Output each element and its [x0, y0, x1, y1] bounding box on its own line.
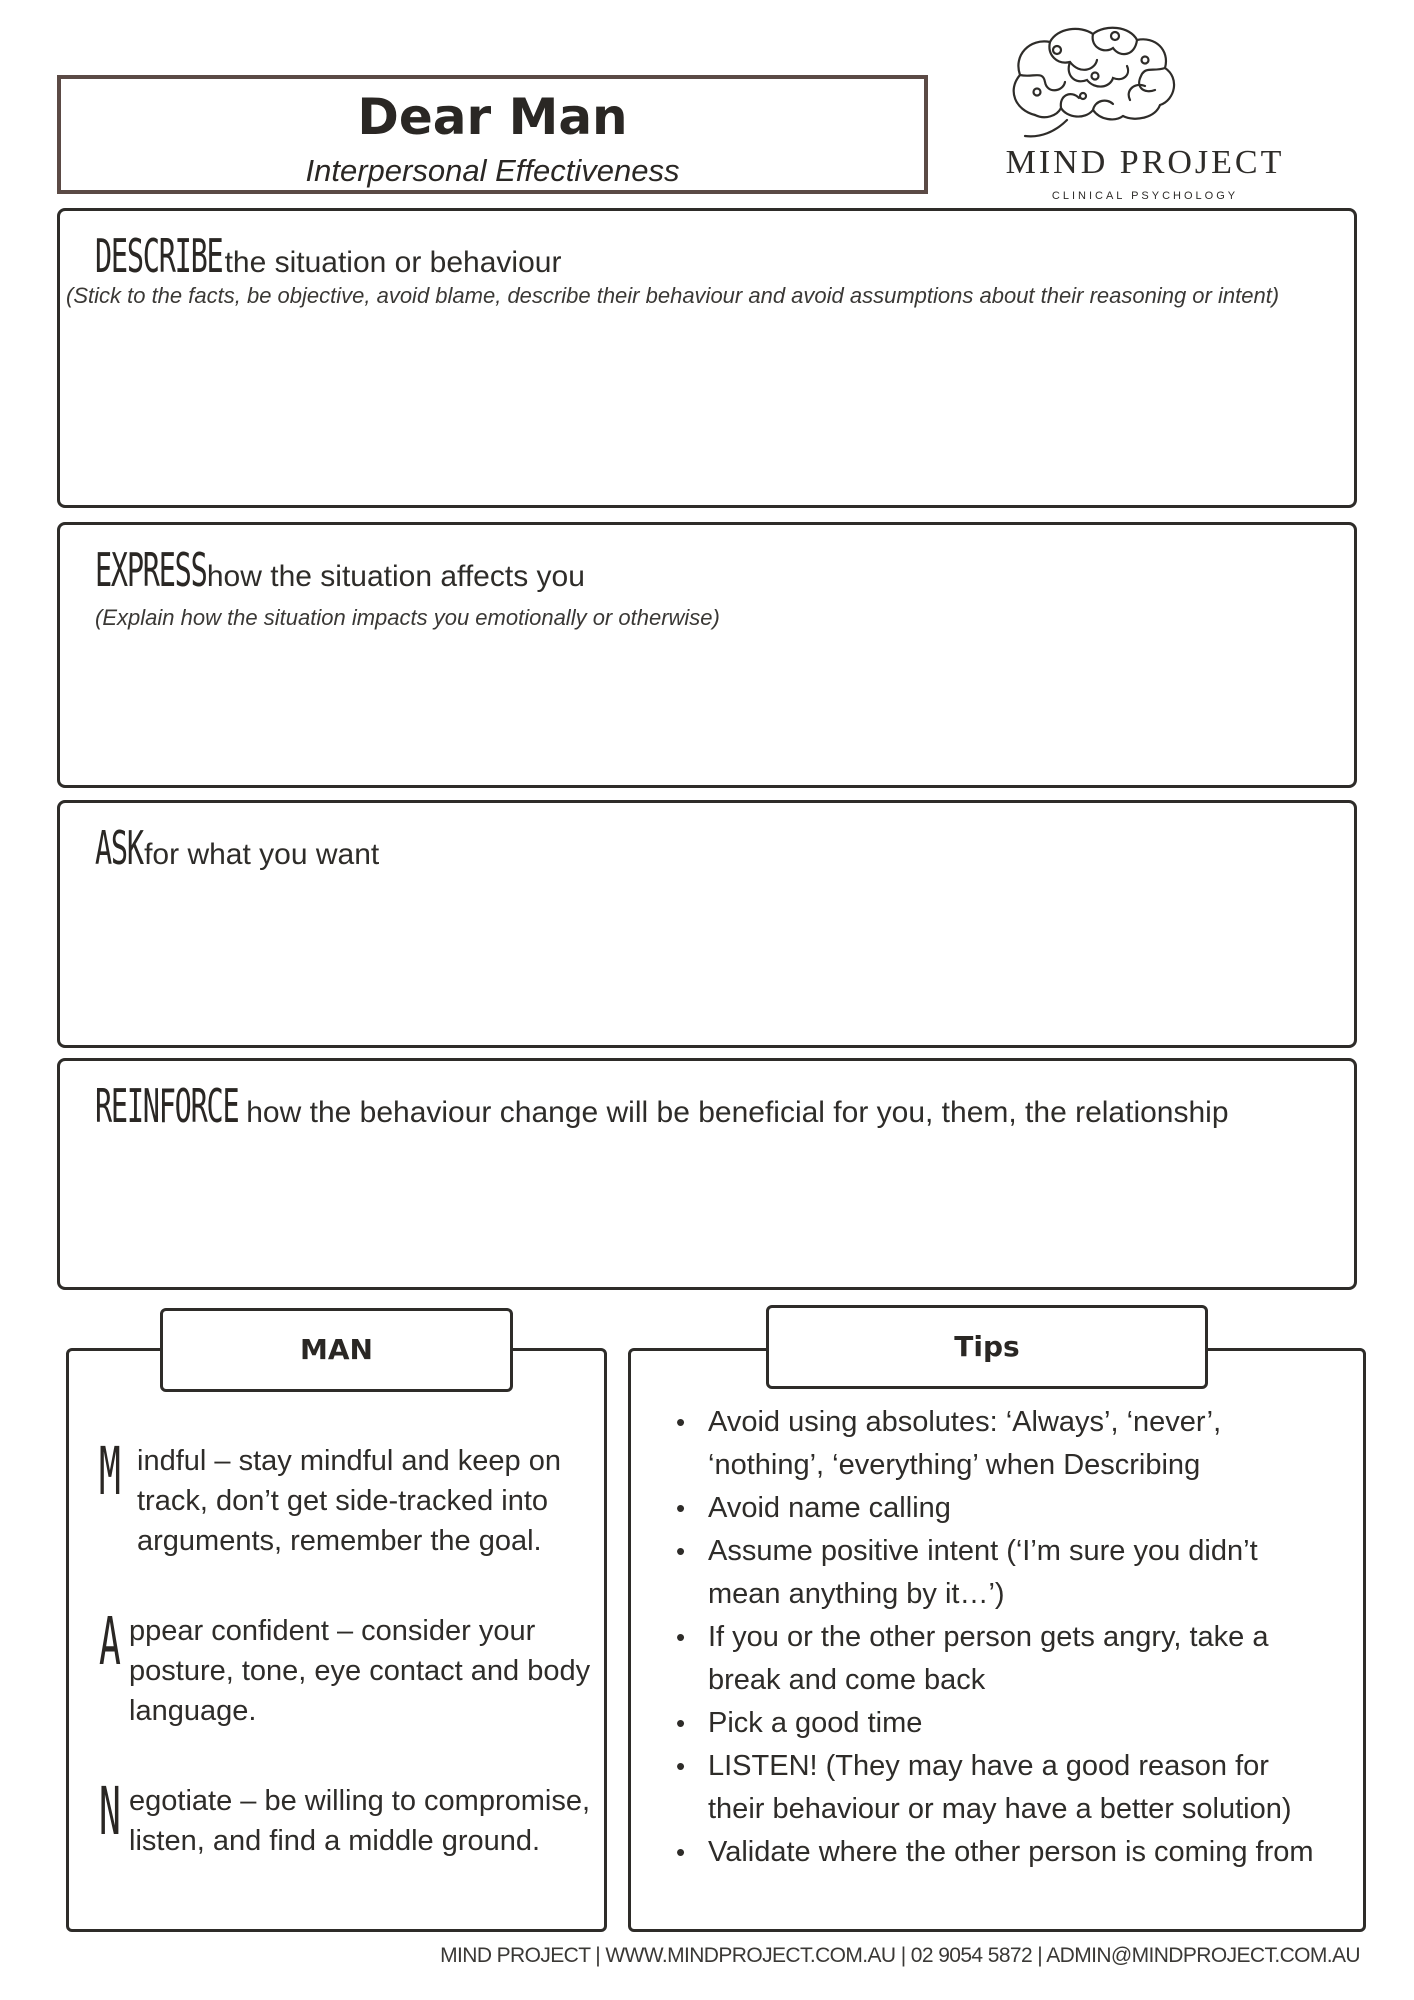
tip-item: • Avoid using absolutes: ‘Always’, ‘never’, ‘nothing’, ‘everything’ when Describing: [676, 1401, 1326, 1487]
bullet-icon: •: [676, 1751, 686, 1781]
logo-name: MIND PROJECT: [1005, 144, 1285, 181]
section-reinforce-heading: [95, 1079, 1229, 1133]
tips-panel: [628, 1348, 1366, 1932]
man-panel: [66, 1348, 607, 1932]
section-reinforce[interactable]: [57, 1058, 1357, 1290]
tips-list: [676, 1401, 1326, 1874]
section-express-note: (Explain how the situation impacts you emotionally or otherwise): [95, 605, 720, 630]
tip-item: • Assume positive intent (‘I’m sure you didn’t mean anything by it…’): [676, 1530, 1326, 1616]
man-item-mindful: [99, 1433, 619, 1561]
logo-tagline: CLINICAL PSYCHOLOGY: [1051, 190, 1239, 202]
bullet-icon: •: [676, 1622, 686, 1652]
bullet-icon: •: [676, 1837, 686, 1867]
section-describe-note: (Stick to the facts, be objective, avoid blame, describe their behaviour and avoid assumptions about their reasoning or intent): [66, 283, 1280, 308]
man-item-text: indful – stay mindful and keep on track, don’t get side-tracked into arguments, remember the goal.: [137, 1445, 561, 1557]
section-express-text: how the situation affects you: [206, 560, 585, 593]
footer-contact: MIND PROJECT | WWW.MINDPROJECT.COM.AU | 02 9054 5872 | ADMIN@MINDPROJECT.COM.AU: [440, 1944, 1360, 1967]
brain-icon: [995, 20, 1295, 150]
tip-item: • Avoid name calling: [676, 1487, 1326, 1530]
section-describe-heading: [95, 229, 561, 283]
tip-item: • If you or the other person gets angry, take a break and come back: [676, 1616, 1326, 1702]
section-describe-text: the situation or behaviour: [224, 246, 562, 279]
section-ask-text: for what you want: [144, 838, 380, 871]
tip-item: • Validate where the other person is coming from: [676, 1831, 1326, 1874]
man-item-negotiate: [99, 1773, 619, 1861]
section-express[interactable]: [57, 522, 1357, 788]
man-item-appear: [99, 1603, 619, 1731]
man-item-text: ppear confident – consider your posture, tone, eye contact and body language.: [129, 1615, 591, 1727]
section-express-heading: [95, 543, 585, 597]
page-title: Dear Man: [357, 88, 628, 146]
page-subtitle: Interpersonal Effectiveness: [305, 153, 680, 188]
title-box: [57, 75, 928, 194]
man-item-text: egotiate – be willing to compromise, listen, and find a middle ground.: [129, 1785, 591, 1857]
bullet-icon: •: [676, 1407, 686, 1437]
bullet-icon: •: [676, 1493, 686, 1523]
man-tab: MAN: [160, 1308, 513, 1392]
section-ask-heading: [95, 821, 379, 875]
man-letter: N: [99, 1773, 121, 1850]
section-reinforce-text: how the behaviour change will be beneficial for you, them, the relationship: [246, 1096, 1229, 1129]
tip-item: • LISTEN! (They may have a good reason for their behaviour or may have a better solution): [676, 1745, 1326, 1831]
section-express-key: EXPRESS: [95, 543, 207, 597]
tip-item: • Pick a good time: [676, 1702, 1326, 1745]
bullet-icon: •: [676, 1708, 686, 1738]
section-ask[interactable]: [57, 800, 1357, 1048]
tips-tab: Tips: [766, 1305, 1208, 1389]
bullet-icon: •: [676, 1536, 686, 1566]
section-ask-key: ASK: [95, 821, 143, 875]
section-describe-key: DESCRIBE: [95, 229, 223, 283]
section-reinforce-key: REINFORCE: [95, 1079, 239, 1133]
section-describe[interactable]: [57, 208, 1357, 508]
man-letter: A: [99, 1603, 121, 1680]
man-letter: M: [99, 1433, 121, 1510]
logo: [995, 20, 1295, 202]
